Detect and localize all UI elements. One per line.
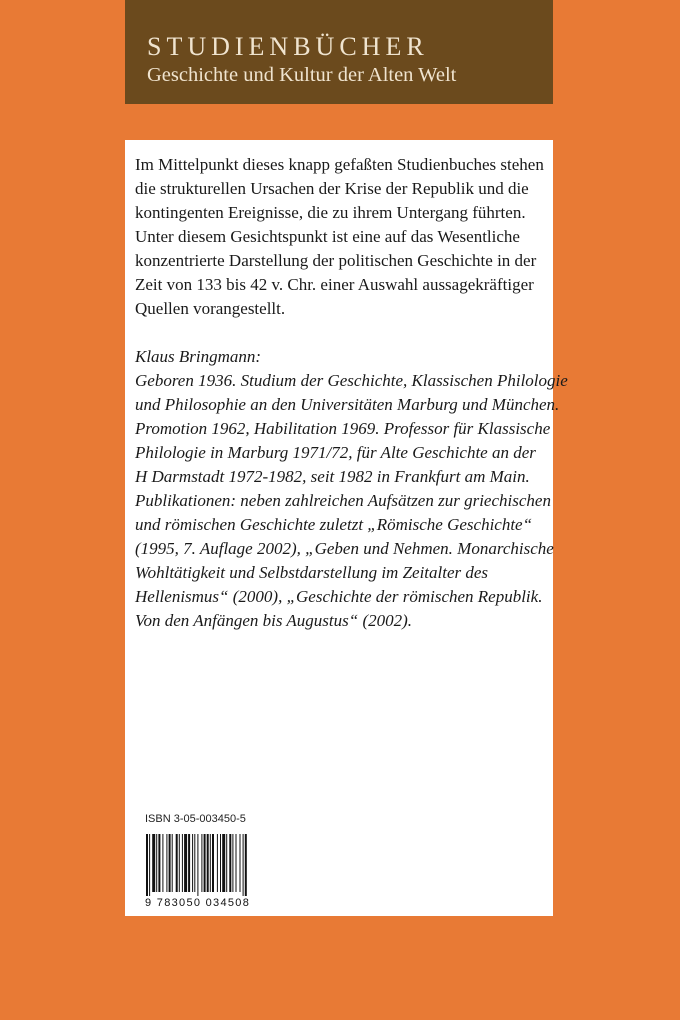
bio-line: (1995, 7. Auflage 2002), „Geben und Nehmen. Monarchische [135,539,554,558]
series-banner [125,0,553,104]
back-cover-panel [125,140,568,916]
isbn-block [145,813,261,909]
bio-line: Publikationen: neben zahlreichen Aufsätzen zur griechischen [135,491,551,510]
author-name: Klaus Bringmann: [135,347,262,366]
bio-line: und römischen Geschichte zuletzt „Römische Geschichte“ [135,515,533,534]
bio-line: H Darmstadt 1972-1982, seit 1982 in Frankfurt am Main. [135,467,530,486]
bio-line: Hellenismus“ (2000), „Geschichte der römischen Republik. [135,587,543,606]
description-line: kontingenten Ereignisse, die zu ihrem Untergang führten. [135,203,526,222]
description-line: konzentrierte Darstellung der politischen Geschichte in der [135,251,537,270]
bio-line: Wohltätigkeit und Selbstdarstellung im Zeitalter des [135,563,489,582]
bio-line: Von den Anfängen bis Augustus“ (2002). [135,611,413,630]
description-line: Quellen vorangestellt. [135,299,286,318]
barcode-icon [145,834,261,896]
barcode-digits: 9 783050 034508 [145,897,251,909]
author-bio [135,345,568,633]
description-line: Unter diesem Gesichtspunkt ist eine auf das Wesentliche [135,227,520,246]
bio-line: und Philosophie an den Universitäten Marburg und München. [135,395,560,414]
description-line: Zeit von 133 bis 42 v. Chr. einer Auswahl aussagekräftiger [135,275,534,294]
book-description [135,153,549,321]
description-line: die strukturellen Ursachen der Krise der Republik und die [135,179,529,198]
series-title: STUDIENBÜCHER [147,32,429,61]
bio-line: Geboren 1936. Studium der Geschichte, Klassischen Philologie [135,371,568,390]
isbn-label: ISBN 3-05-003450-5 [145,813,246,825]
series-subtitle: Geschichte und Kultur der Alten Welt [147,64,457,86]
bio-line: Philologie in Marburg 1971/72, für Alte Geschichte an der [135,443,536,462]
description-line: Im Mittelpunkt dieses knapp gefaßten Studienbuches stehen [135,155,544,174]
bio-line: Promotion 1962, Habilitation 1969. Professor für Klassische [135,419,551,438]
